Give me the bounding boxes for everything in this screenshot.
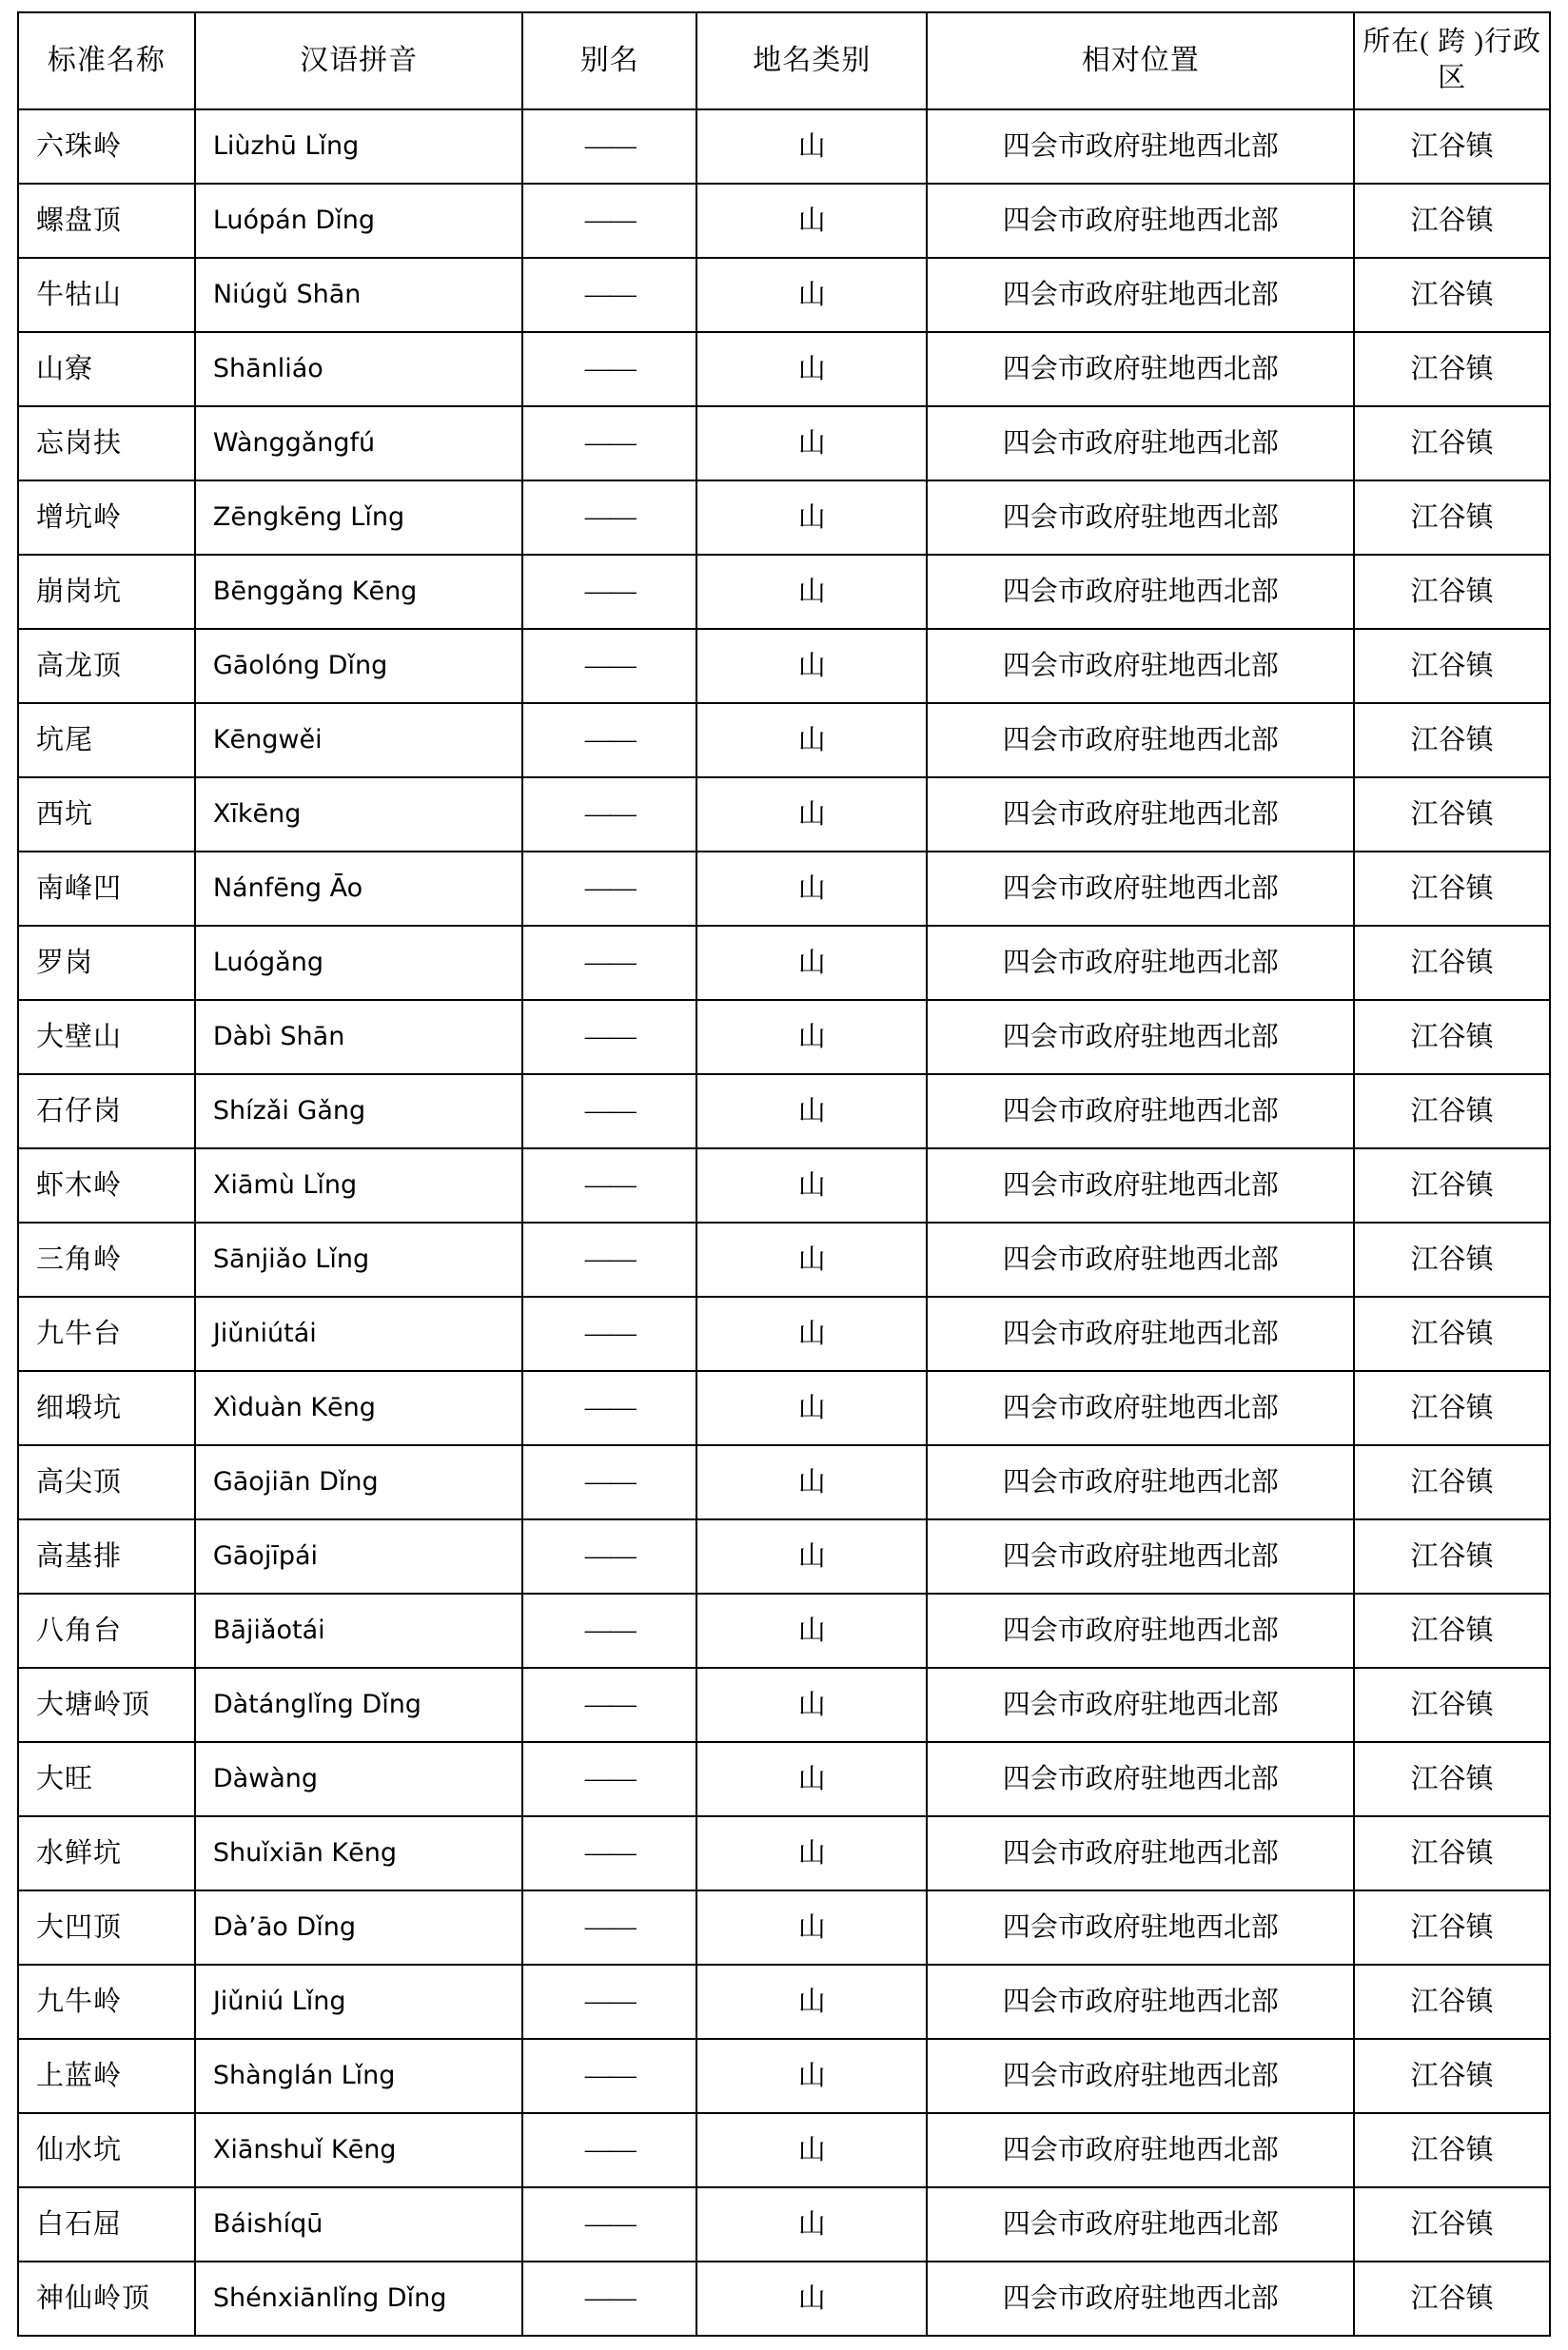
table-row bbox=[18, 2262, 1550, 2336]
cell-standard-name: 虾木岭 bbox=[18, 1148, 195, 1223]
cell-pinyin: Shānliáo bbox=[195, 332, 523, 406]
cell-relative-position: 四会市政府驻地西北部 bbox=[927, 1890, 1354, 1965]
cell-pinyin: Xiāmù Lǐng bbox=[195, 1148, 523, 1223]
cell-place-type: 山 bbox=[696, 1148, 927, 1223]
table-row bbox=[18, 1668, 1550, 1742]
cell-alias: —— bbox=[522, 777, 696, 852]
cell-relative-position: 四会市政府驻地西北部 bbox=[927, 2039, 1354, 2113]
cell-place-type: 山 bbox=[696, 2262, 927, 2336]
cell-relative-position: 四会市政府驻地西北部 bbox=[927, 1816, 1354, 1890]
table-body bbox=[18, 109, 1550, 2336]
cell-pinyin: Wànggǎngfú bbox=[195, 406, 523, 480]
cell-relative-position: 四会市政府驻地西北部 bbox=[927, 109, 1354, 184]
table-row bbox=[18, 555, 1550, 629]
cell-place-type: 山 bbox=[696, 1668, 927, 1742]
table-row bbox=[18, 1074, 1550, 1148]
cell-alias: —— bbox=[522, 2113, 696, 2187]
table-row bbox=[18, 480, 1550, 555]
cell-place-type: 山 bbox=[696, 1890, 927, 1965]
cell-admin-district: 江谷镇 bbox=[1354, 1148, 1550, 1223]
cell-standard-name: 白石屈 bbox=[18, 2187, 195, 2262]
cell-relative-position: 四会市政府驻地西北部 bbox=[927, 629, 1354, 703]
cell-standard-name: 石仔岗 bbox=[18, 1074, 195, 1148]
cell-relative-position: 四会市政府驻地西北部 bbox=[927, 777, 1354, 852]
cell-relative-position: 四会市政府驻地西北部 bbox=[927, 926, 1354, 1000]
column-header-type: 地名类别 bbox=[696, 12, 927, 109]
cell-admin-district: 江谷镇 bbox=[1354, 2039, 1550, 2113]
cell-standard-name: 增坑岭 bbox=[18, 480, 195, 555]
cell-place-type: 山 bbox=[696, 703, 927, 777]
cell-standard-name: 大凹顶 bbox=[18, 1890, 195, 1965]
cell-pinyin: Nánfēng Āo bbox=[195, 852, 523, 926]
cell-relative-position: 四会市政府驻地西北部 bbox=[927, 852, 1354, 926]
cell-admin-district: 江谷镇 bbox=[1354, 1668, 1550, 1742]
cell-standard-name: 九牛岭 bbox=[18, 1965, 195, 2039]
cell-alias: —— bbox=[522, 480, 696, 555]
table-header bbox=[18, 12, 1550, 109]
column-header-position: 相对位置 bbox=[927, 12, 1354, 109]
table-row bbox=[18, 109, 1550, 184]
cell-standard-name: 高基排 bbox=[18, 1519, 195, 1594]
cell-admin-district: 江谷镇 bbox=[1354, 703, 1550, 777]
cell-place-type: 山 bbox=[696, 1223, 927, 1297]
cell-standard-name: 南峰凹 bbox=[18, 852, 195, 926]
column-header-pinyin: 汉语拼音 bbox=[195, 12, 523, 109]
cell-alias: —— bbox=[522, 1371, 696, 1445]
cell-alias: —— bbox=[522, 1074, 696, 1148]
cell-alias: —— bbox=[522, 109, 696, 184]
cell-admin-district: 江谷镇 bbox=[1354, 258, 1550, 332]
column-header-alias: 别名 bbox=[522, 12, 696, 109]
cell-relative-position: 四会市政府驻地西北部 bbox=[927, 1074, 1354, 1148]
cell-place-type: 山 bbox=[696, 852, 927, 926]
place-names-table bbox=[17, 11, 1551, 2337]
cell-relative-position: 四会市政府驻地西北部 bbox=[927, 258, 1354, 332]
table-row bbox=[18, 1519, 1550, 1594]
cell-pinyin: Kēngwěi bbox=[195, 703, 523, 777]
cell-pinyin: Dàbì Shān bbox=[195, 1000, 523, 1074]
cell-alias: —— bbox=[522, 1148, 696, 1223]
cell-admin-district: 江谷镇 bbox=[1354, 1223, 1550, 1297]
cell-pinyin: Shízǎi Gǎng bbox=[195, 1074, 523, 1148]
cell-pinyin: Sānjiǎo Lǐng bbox=[195, 1223, 523, 1297]
cell-alias: —— bbox=[522, 258, 696, 332]
cell-pinyin: Jiǔniú Lǐng bbox=[195, 1965, 523, 2039]
cell-admin-district: 江谷镇 bbox=[1354, 1519, 1550, 1594]
table-row bbox=[18, 1297, 1550, 1371]
cell-admin-district: 江谷镇 bbox=[1354, 406, 1550, 480]
cell-standard-name: 高尖顶 bbox=[18, 1445, 195, 1519]
column-header-name: 标准名称 bbox=[18, 12, 195, 109]
cell-pinyin: Gāojiān Dǐng bbox=[195, 1445, 523, 1519]
cell-place-type: 山 bbox=[696, 1371, 927, 1445]
cell-admin-district: 江谷镇 bbox=[1354, 1445, 1550, 1519]
cell-standard-name: 崩岗坑 bbox=[18, 555, 195, 629]
cell-admin-district: 江谷镇 bbox=[1354, 777, 1550, 852]
cell-place-type: 山 bbox=[696, 926, 927, 1000]
table-row bbox=[18, 1965, 1550, 2039]
table-row bbox=[18, 1445, 1550, 1519]
table-row bbox=[18, 258, 1550, 332]
cell-place-type: 山 bbox=[696, 1594, 927, 1668]
table-row bbox=[18, 1742, 1550, 1816]
table-row bbox=[18, 1816, 1550, 1890]
cell-pinyin: Shànglán Lǐng bbox=[195, 2039, 523, 2113]
cell-place-type: 山 bbox=[696, 1519, 927, 1594]
cell-admin-district: 江谷镇 bbox=[1354, 1371, 1550, 1445]
cell-standard-name: 九牛台 bbox=[18, 1297, 195, 1371]
cell-place-type: 山 bbox=[696, 332, 927, 406]
cell-place-type: 山 bbox=[696, 1445, 927, 1519]
cell-standard-name: 牛牯山 bbox=[18, 258, 195, 332]
cell-admin-district: 江谷镇 bbox=[1354, 926, 1550, 1000]
cell-relative-position: 四会市政府驻地西北部 bbox=[927, 2113, 1354, 2187]
cell-place-type: 山 bbox=[696, 184, 927, 258]
column-header-admin: 所在( 跨 )行政区 bbox=[1354, 12, 1550, 109]
cell-relative-position: 四会市政府驻地西北部 bbox=[927, 1297, 1354, 1371]
cell-pinyin: Gāolóng Dǐng bbox=[195, 629, 523, 703]
cell-place-type: 山 bbox=[696, 1816, 927, 1890]
cell-pinyin: Luópán Dǐng bbox=[195, 184, 523, 258]
cell-admin-district: 江谷镇 bbox=[1354, 1297, 1550, 1371]
cell-standard-name: 上蓝岭 bbox=[18, 2039, 195, 2113]
table-row bbox=[18, 1371, 1550, 1445]
cell-place-type: 山 bbox=[696, 555, 927, 629]
cell-admin-district: 江谷镇 bbox=[1354, 2262, 1550, 2336]
cell-pinyin: Dà’āo Dǐng bbox=[195, 1890, 523, 1965]
cell-pinyin: Xīkēng bbox=[195, 777, 523, 852]
cell-alias: —— bbox=[522, 1297, 696, 1371]
cell-alias: —— bbox=[522, 1594, 696, 1668]
cell-relative-position: 四会市政府驻地西北部 bbox=[927, 703, 1354, 777]
cell-admin-district: 江谷镇 bbox=[1354, 1074, 1550, 1148]
cell-standard-name: 水鲜坑 bbox=[18, 1816, 195, 1890]
cell-pinyin: Dàtánglǐng Dǐng bbox=[195, 1668, 523, 1742]
cell-alias: —— bbox=[522, 1519, 696, 1594]
cell-pinyin: Liùzhū Lǐng bbox=[195, 109, 523, 184]
cell-pinyin: Shénxiānlǐng Dǐng bbox=[195, 2262, 523, 2336]
cell-standard-name: 西坑 bbox=[18, 777, 195, 852]
table-row bbox=[18, 926, 1550, 1000]
cell-relative-position: 四会市政府驻地西北部 bbox=[927, 2187, 1354, 2262]
cell-standard-name: 坑尾 bbox=[18, 703, 195, 777]
cell-standard-name: 高龙顶 bbox=[18, 629, 195, 703]
cell-standard-name: 大壁山 bbox=[18, 1000, 195, 1074]
cell-admin-district: 江谷镇 bbox=[1354, 1816, 1550, 1890]
cell-alias: —— bbox=[522, 629, 696, 703]
cell-place-type: 山 bbox=[696, 1742, 927, 1816]
table-row bbox=[18, 777, 1550, 852]
cell-alias: —— bbox=[522, 1742, 696, 1816]
table-row bbox=[18, 332, 1550, 406]
cell-standard-name: 八角台 bbox=[18, 1594, 195, 1668]
cell-admin-district: 江谷镇 bbox=[1354, 852, 1550, 926]
cell-pinyin: Gāojīpái bbox=[195, 1519, 523, 1594]
table-row bbox=[18, 1148, 1550, 1223]
cell-alias: —— bbox=[522, 852, 696, 926]
table-row bbox=[18, 2039, 1550, 2113]
cell-place-type: 山 bbox=[696, 1000, 927, 1074]
cell-standard-name: 仙水坑 bbox=[18, 2113, 195, 2187]
cell-alias: —— bbox=[522, 555, 696, 629]
cell-alias: —— bbox=[522, 332, 696, 406]
cell-pinyin: Luógǎng bbox=[195, 926, 523, 1000]
cell-relative-position: 四会市政府驻地西北部 bbox=[927, 332, 1354, 406]
header-row bbox=[18, 12, 1550, 109]
cell-standard-name: 大旺 bbox=[18, 1742, 195, 1816]
cell-relative-position: 四会市政府驻地西北部 bbox=[927, 1148, 1354, 1223]
cell-place-type: 山 bbox=[696, 2187, 927, 2262]
cell-place-type: 山 bbox=[696, 629, 927, 703]
cell-standard-name: 忘岗扶 bbox=[18, 406, 195, 480]
cell-relative-position: 四会市政府驻地西北部 bbox=[927, 1445, 1354, 1519]
cell-admin-district: 江谷镇 bbox=[1354, 555, 1550, 629]
table-row bbox=[18, 1000, 1550, 1074]
cell-relative-position: 四会市政府驻地西北部 bbox=[927, 2262, 1354, 2336]
cell-place-type: 山 bbox=[696, 406, 927, 480]
cell-pinyin: Jiǔniútái bbox=[195, 1297, 523, 1371]
cell-standard-name: 神仙岭顶 bbox=[18, 2262, 195, 2336]
cell-place-type: 山 bbox=[696, 1074, 927, 1148]
cell-admin-district: 江谷镇 bbox=[1354, 1890, 1550, 1965]
cell-pinyin: Zēngkēng Lǐng bbox=[195, 480, 523, 555]
cell-admin-district: 江谷镇 bbox=[1354, 1000, 1550, 1074]
table-row bbox=[18, 1223, 1550, 1297]
cell-pinyin: Xiānshuǐ Kēng bbox=[195, 2113, 523, 2187]
cell-admin-district: 江谷镇 bbox=[1354, 1742, 1550, 1816]
table-row bbox=[18, 184, 1550, 258]
cell-standard-name: 罗岗 bbox=[18, 926, 195, 1000]
cell-alias: —— bbox=[522, 1965, 696, 2039]
cell-alias: —— bbox=[522, 1000, 696, 1074]
cell-relative-position: 四会市政府驻地西北部 bbox=[927, 1668, 1354, 1742]
cell-admin-district: 江谷镇 bbox=[1354, 2187, 1550, 2262]
cell-standard-name: 细塅坑 bbox=[18, 1371, 195, 1445]
cell-relative-position: 四会市政府驻地西北部 bbox=[927, 1965, 1354, 2039]
cell-standard-name: 螺盘顶 bbox=[18, 184, 195, 258]
cell-admin-district: 江谷镇 bbox=[1354, 2113, 1550, 2187]
cell-alias: —— bbox=[522, 2039, 696, 2113]
cell-place-type: 山 bbox=[696, 2039, 927, 2113]
cell-alias: —— bbox=[522, 184, 696, 258]
table-row bbox=[18, 2113, 1550, 2187]
cell-relative-position: 四会市政府驻地西北部 bbox=[927, 1519, 1354, 1594]
cell-alias: —— bbox=[522, 1445, 696, 1519]
cell-pinyin: Bājiǎotái bbox=[195, 1594, 523, 1668]
cell-standard-name: 大塘岭顶 bbox=[18, 1668, 195, 1742]
cell-relative-position: 四会市政府驻地西北部 bbox=[927, 1594, 1354, 1668]
cell-place-type: 山 bbox=[696, 1297, 927, 1371]
cell-alias: —— bbox=[522, 926, 696, 1000]
cell-admin-district: 江谷镇 bbox=[1354, 109, 1550, 184]
cell-alias: —— bbox=[522, 2187, 696, 2262]
cell-pinyin: Shuǐxiān Kēng bbox=[195, 1816, 523, 1890]
cell-alias: —— bbox=[522, 1816, 696, 1890]
table-row bbox=[18, 406, 1550, 480]
cell-standard-name: 三角岭 bbox=[18, 1223, 195, 1297]
cell-place-type: 山 bbox=[696, 1965, 927, 2039]
cell-pinyin: Niúgǔ Shān bbox=[195, 258, 523, 332]
cell-place-type: 山 bbox=[696, 480, 927, 555]
cell-relative-position: 四会市政府驻地西北部 bbox=[927, 1223, 1354, 1297]
cell-relative-position: 四会市政府驻地西北部 bbox=[927, 1000, 1354, 1074]
cell-alias: —— bbox=[522, 2262, 696, 2336]
cell-relative-position: 四会市政府驻地西北部 bbox=[927, 406, 1354, 480]
cell-alias: —— bbox=[522, 1890, 696, 1965]
table-row bbox=[18, 1890, 1550, 1965]
table-row bbox=[18, 629, 1550, 703]
cell-pinyin: Dàwàng bbox=[195, 1742, 523, 1816]
cell-pinyin: Xìduàn Kēng bbox=[195, 1371, 523, 1445]
cell-pinyin: Báishíqū bbox=[195, 2187, 523, 2262]
cell-alias: —— bbox=[522, 406, 696, 480]
cell-relative-position: 四会市政府驻地西北部 bbox=[927, 555, 1354, 629]
cell-alias: —— bbox=[522, 1668, 696, 1742]
cell-place-type: 山 bbox=[696, 258, 927, 332]
cell-admin-district: 江谷镇 bbox=[1354, 332, 1550, 406]
cell-pinyin: Bēnggǎng Kēng bbox=[195, 555, 523, 629]
cell-alias: —— bbox=[522, 703, 696, 777]
cell-alias: —— bbox=[522, 1223, 696, 1297]
cell-admin-district: 江谷镇 bbox=[1354, 480, 1550, 555]
cell-admin-district: 江谷镇 bbox=[1354, 629, 1550, 703]
table-row bbox=[18, 2187, 1550, 2262]
table-row bbox=[18, 852, 1550, 926]
cell-admin-district: 江谷镇 bbox=[1354, 184, 1550, 258]
cell-admin-district: 江谷镇 bbox=[1354, 1594, 1550, 1668]
table-row bbox=[18, 703, 1550, 777]
cell-admin-district: 江谷镇 bbox=[1354, 1965, 1550, 2039]
table-row bbox=[18, 1594, 1550, 1668]
cell-standard-name: 山寮 bbox=[18, 332, 195, 406]
cell-standard-name: 六珠岭 bbox=[18, 109, 195, 184]
cell-place-type: 山 bbox=[696, 109, 927, 184]
cell-relative-position: 四会市政府驻地西北部 bbox=[927, 1742, 1354, 1816]
cell-relative-position: 四会市政府驻地西北部 bbox=[927, 1371, 1354, 1445]
cell-relative-position: 四会市政府驻地西北部 bbox=[927, 184, 1354, 258]
cell-place-type: 山 bbox=[696, 2113, 927, 2187]
cell-relative-position: 四会市政府驻地西北部 bbox=[927, 480, 1354, 555]
cell-place-type: 山 bbox=[696, 777, 927, 852]
